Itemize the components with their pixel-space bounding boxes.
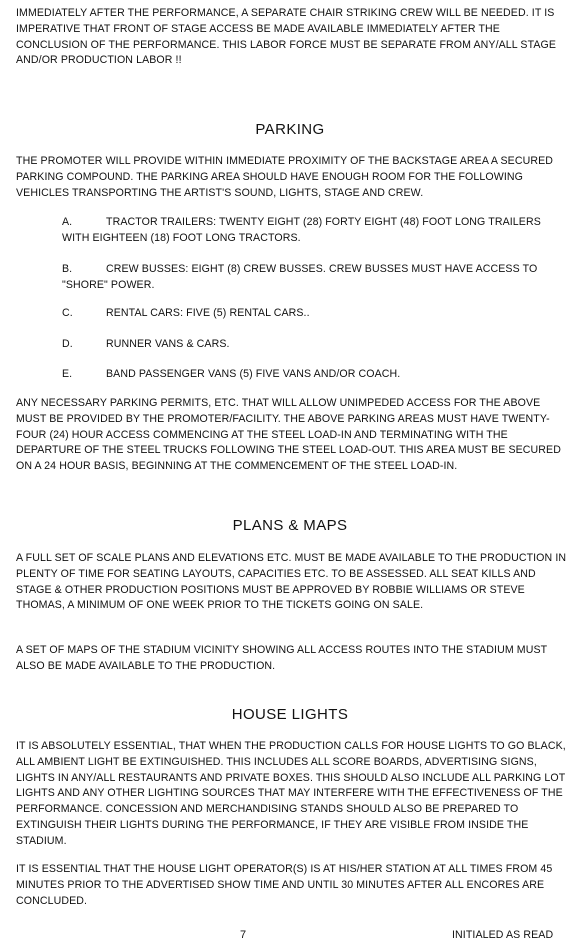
- house-lights-heading: HOUSE LIGHTS: [231, 706, 349, 723]
- page-number: 7: [240, 929, 247, 941]
- item-text: RUNNER VANS & CARS.: [106, 338, 230, 350]
- item-letter: D.: [62, 338, 73, 350]
- initialed-as-read-label: INITIALED AS READ: [452, 929, 554, 941]
- item-letter: B.: [62, 263, 73, 275]
- parking-intro-paragraph: THE PROMOTER WILL PROVIDE WITHIN IMMEDIATE PROXIMITY OF THE BACKSTAGE AREA A SECURED PARKING COMPOUND. THE PARKING AREA SHOULD HAVE ENOUGH ROOM FOR THE FOLLOWING VEHICLES TRANSPORTING THE ARTIST'S SOUND, LIGHTS, STAGE AND CREW.: [16, 155, 553, 199]
- plans-paragraph-1: A FULL SET OF SCALE PLANS AND ELEVATIONS ETC. MUST BE MADE AVAILABLE TO THE PRODUCTION IN PLENTY OF TIME FOR SEATING LAYOUTS, CAPACITIES ETC. TO BE ASSESSED. ALL SEAT KILLS AND STAGE & OTHER PRODUCTION POSITIONS MUST BE APPROVED BY ROBBIE WILLIAMS OR STEVE THOMAS, A MINIMUM OF ONE WEEK PRIOR TO THE TICKETS GOING ON SALE.: [16, 552, 567, 612]
- item-text: CREW BUSSES: EIGHT (8) CREW BUSSES. CREW BUSSES MUST HAVE ACCESS TO "SHORE" POWER.: [62, 263, 538, 291]
- plans-maps-heading: PLANS & MAPS: [232, 517, 348, 534]
- house-lights-paragraph-2: IT IS ESSENTIAL THAT THE HOUSE LIGHT OPERATOR(S) IS AT HIS/HER STATION AT ALL TIMES FROM 45 MINUTES PRIOR TO THE ADVERTISED SHOW TIME AND UNTIL 30 MINUTES AFTER ALL ENCORES ARE CONCLUDED.: [16, 863, 553, 907]
- plans-paragraph-2: A SET OF MAPS OF THE STADIUM VICINITY SHOWING ALL ACCESS ROUTES INTO THE STADIUM MUST ALSO BE MADE AVAILABLE TO THE PRODUCTION.: [16, 644, 548, 672]
- house-lights-paragraph-1: IT IS ABSOLUTELY ESSENTIAL, THAT WHEN THE PRODUCTION CALLS FOR HOUSE LIGHTS TO GO BLACK, ALL AMBIENT LIGHT BE EXTINGUISHED. THIS INCLUDES ALL SCORE BOARDS, ADVERTISING SIGNS, LIGHTS IN ANY/ALL RESTAURANTS AND PRIVATE BOXES. THIS SHOULD ALSO INCLUDE ALL PARKING LOT LIGHTS AND ANY OTHER LIGHTING SOURCES THAT MAY INTERFERE WITH THE EFFECTIVENESS OF THE PERFORMANCE. CONCESSION AND MERCHANDISING STANDS SHOULD ALSO BE PREPARED TO EXTINGUISH THEIR LIGHTS DURING THE PERFORMANCE, IF THEY ARE VISIBLE FROM INSIDE THE STADIUM.: [16, 740, 566, 847]
- parking-permits-paragraph: ANY NECESSARY PARKING PERMITS, ETC. THAT WILL ALLOW UNIMPEDED ACCESS FOR THE ABOVE MUST BE PROVIDED BY THE PROMOTER/FACILITY. THE ABOVE PARKING AREAS MUST HAVE TWENTY-FOUR (24) HOUR ACCESS COMMENCING AT THE STEEL LOAD-IN AND TERMINATING WITH THE DEPARTURE OF THE STEEL TRUCKS FOLLOWING THE STEEL LOAD-OUT. THIS AREA MUST BE SECURED ON A 24 HOUR BASIS, BEGINNING AT THE COMMENCEMENT OF THE STEEL LOAD-IN.: [16, 397, 561, 473]
- parking-item-e: [62, 366, 552, 382]
- item-text: TRACTOR TRAILERS: TWENTY EIGHT (28) FORTY EIGHT (48) FOOT LONG TRAILERS WITH EIGHTEEN (18) FOOT LONG TRACTORS.: [62, 216, 541, 244]
- parking-heading: PARKING: [255, 121, 325, 138]
- item-text: BAND PASSENGER VANS (5) FIVE VANS AND/OR COACH.: [106, 368, 401, 380]
- item-text: RENTAL CARS: FIVE (5) RENTAL CARS..: [106, 307, 310, 319]
- parking-item-c: [62, 305, 552, 321]
- item-letter: E.: [62, 368, 73, 380]
- parking-item-a: [62, 214, 552, 246]
- parking-item-b: [62, 261, 552, 293]
- item-letter: C.: [62, 307, 73, 319]
- intro-paragraph: IMMEDIATELY AFTER THE PERFORMANCE, A SEPARATE CHAIR STRIKING CREW WILL BE NEEDED. IT IS IMPERATIVE THAT FRONT OF STAGE ACCESS BE MADE AVAILABLE IMMEDIATELY AFTER THE CONCLUSION OF THE PERFORMANCE. THIS LABOR FORCE MUST BE SEPARATE FROM ANY/ALL STAGE AND/OR PRODUCTION LABOR !!: [16, 7, 557, 67]
- parking-item-d: [62, 336, 552, 352]
- item-letter: A.: [62, 216, 73, 228]
